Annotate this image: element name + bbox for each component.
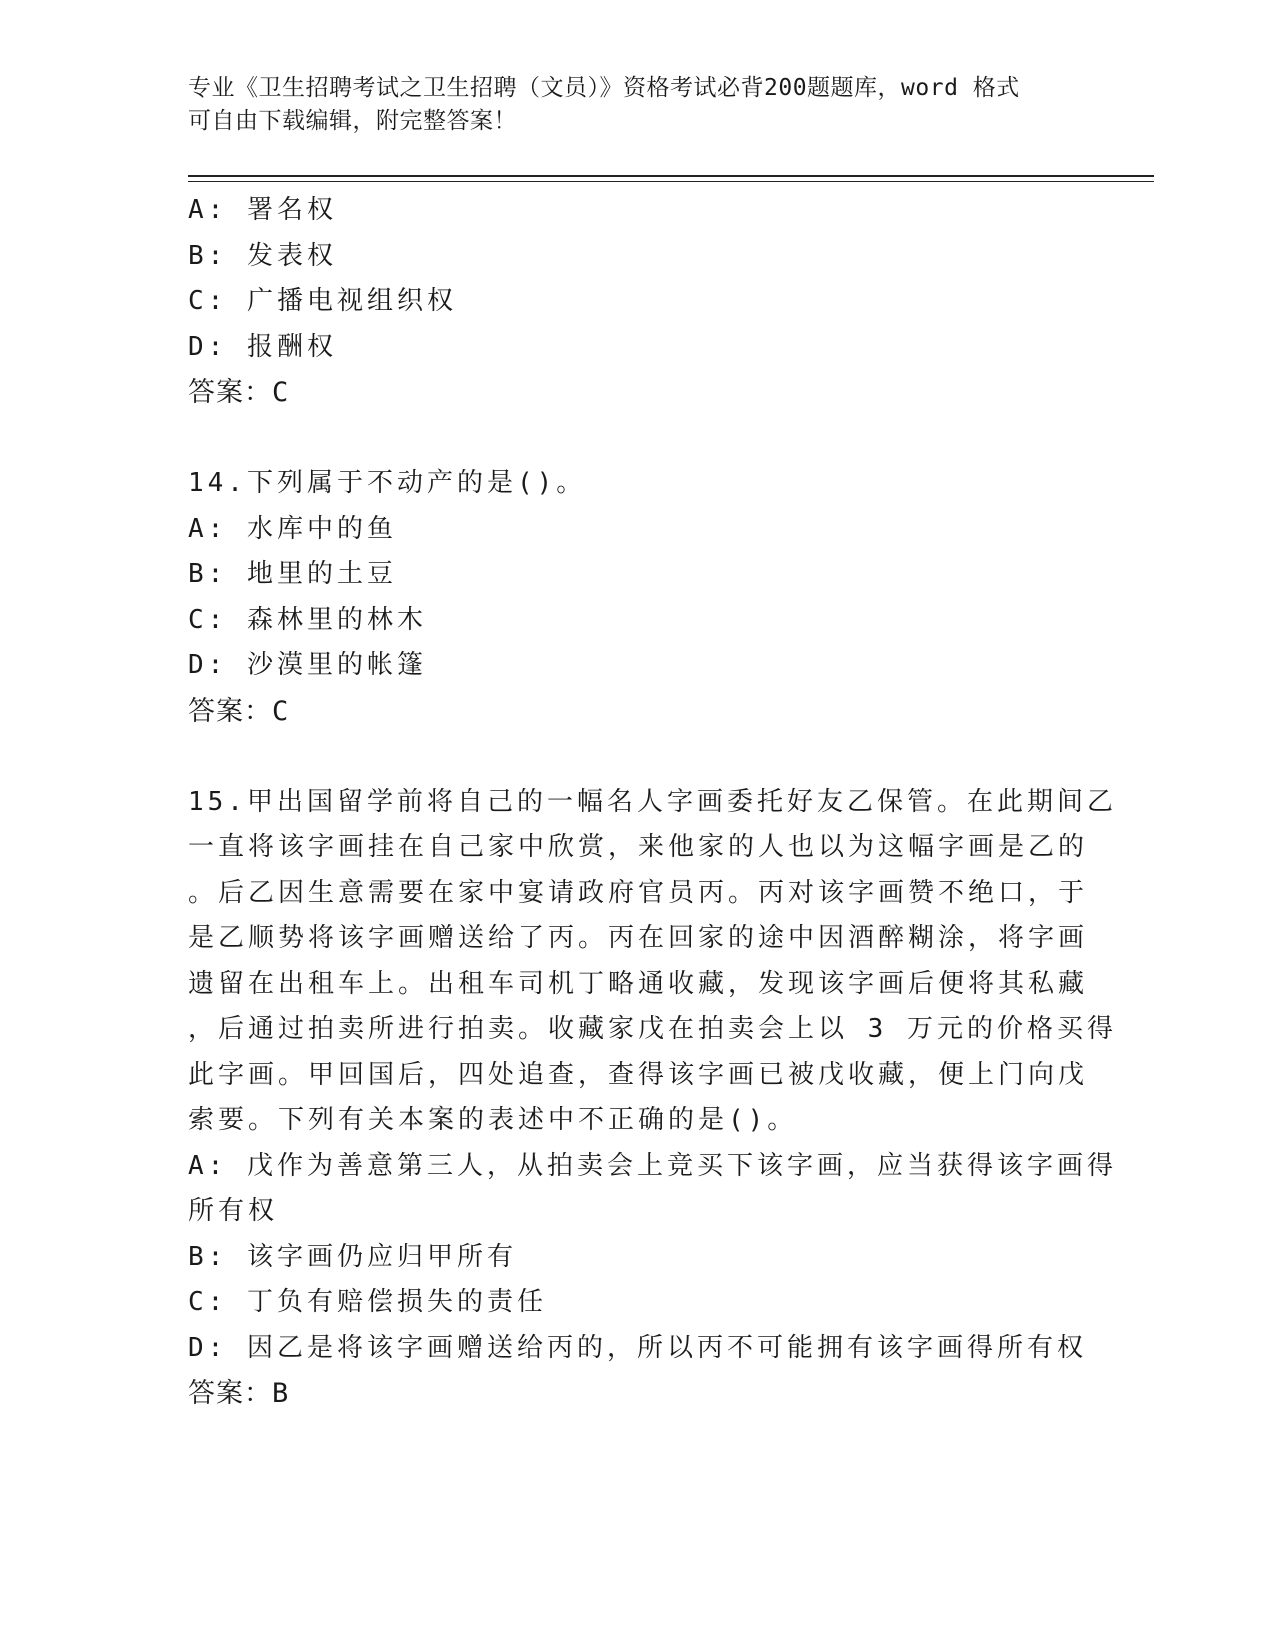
question-stem-line: 15.甲出国留学前将自己的一幅名人字画委托好友乙保管。在此期间乙 xyxy=(188,786,1117,817)
answer-label: 答案： xyxy=(188,1378,272,1409)
option-c: C: 广播电视组织权 xyxy=(188,286,457,316)
answer-value: C xyxy=(272,695,290,727)
document-header xyxy=(188,72,1088,138)
option-b: B: 地里的土豆 xyxy=(188,559,397,589)
header-line-2: 可自由下载编辑，附完整答案！ xyxy=(188,108,517,134)
option-b: B: 该字画仍应归甲所有 xyxy=(188,1241,517,1272)
answer-label: 答案： xyxy=(188,695,272,727)
answer-label: 答案： xyxy=(188,377,272,408)
option-c: C: 森林里的林木 xyxy=(188,604,427,635)
question-stem-line: 索要。下列有关本案的表述中不正确的是()。 xyxy=(188,1105,798,1135)
question-stem: 14.下列属于不动产的是()。 xyxy=(188,468,587,498)
option-d: D: 报酬权 xyxy=(188,331,337,362)
option-a: A: 水库中的鱼 xyxy=(188,513,397,544)
question-13-block xyxy=(188,188,1068,416)
option-a-continued: 所有权 xyxy=(188,1196,279,1226)
answer-line xyxy=(188,689,1068,735)
option-d: D: 因乙是将该字画赠送给丙的，所以丙不可能拥有该字画得所有权 xyxy=(188,1332,1087,1363)
question-stem-line: 一直将该字画挂在自己家中欣赏，来他家的人也以为这幅字画是乙的 xyxy=(188,832,1089,862)
option-a: A: 戊作为善意第三人，从拍卖会上竞买下该字画，应当获得该字画得 xyxy=(188,1150,1117,1181)
spacer xyxy=(188,416,1068,462)
answer-value: C xyxy=(272,377,290,408)
question-stem-line: ，后通过拍卖所进行拍卖。收藏家戊在拍卖会上以 3 万元的价格买得 xyxy=(188,1014,1117,1044)
option-b: B: 发表权 xyxy=(188,240,337,271)
answer-line xyxy=(188,370,1068,416)
header-divider-thick xyxy=(188,175,1154,177)
option-c: C: 丁负有赔偿损失的责任 xyxy=(188,1287,547,1317)
question-stem-line: 是乙顺势将该字画赠送给了丙。丙在回家的途中因酒醉糊涂，将字画 xyxy=(188,923,1089,953)
question-stem-line: 。后乙因生意需要在家中宴请政府官员丙。丙对该字画赞不绝口，于 xyxy=(188,877,1089,908)
header-line-1: 专业《卫生招聘考试之卫生招聘（文员）》资格考试必背200题题库，word 格式 xyxy=(188,75,1020,101)
option-d: D: 沙漠里的帐篷 xyxy=(188,650,427,680)
spacer xyxy=(188,734,1068,780)
question-stem-line: 此字画。甲回国后，四处追查，查得该字画已被戊收藏，便上门向戊 xyxy=(188,1059,1089,1090)
answer-line xyxy=(188,1371,1068,1417)
question-14-block xyxy=(188,461,1068,734)
answer-value: B xyxy=(272,1378,290,1409)
question-15-block xyxy=(188,780,1117,1417)
option-a: A: 署名权 xyxy=(188,195,337,225)
question-content xyxy=(188,188,1117,1417)
question-stem-line: 遗留在出租车上。出租车司机丁略通收藏，发现该字画后便将其私藏 xyxy=(188,968,1089,999)
header-divider-thin xyxy=(188,181,1154,182)
